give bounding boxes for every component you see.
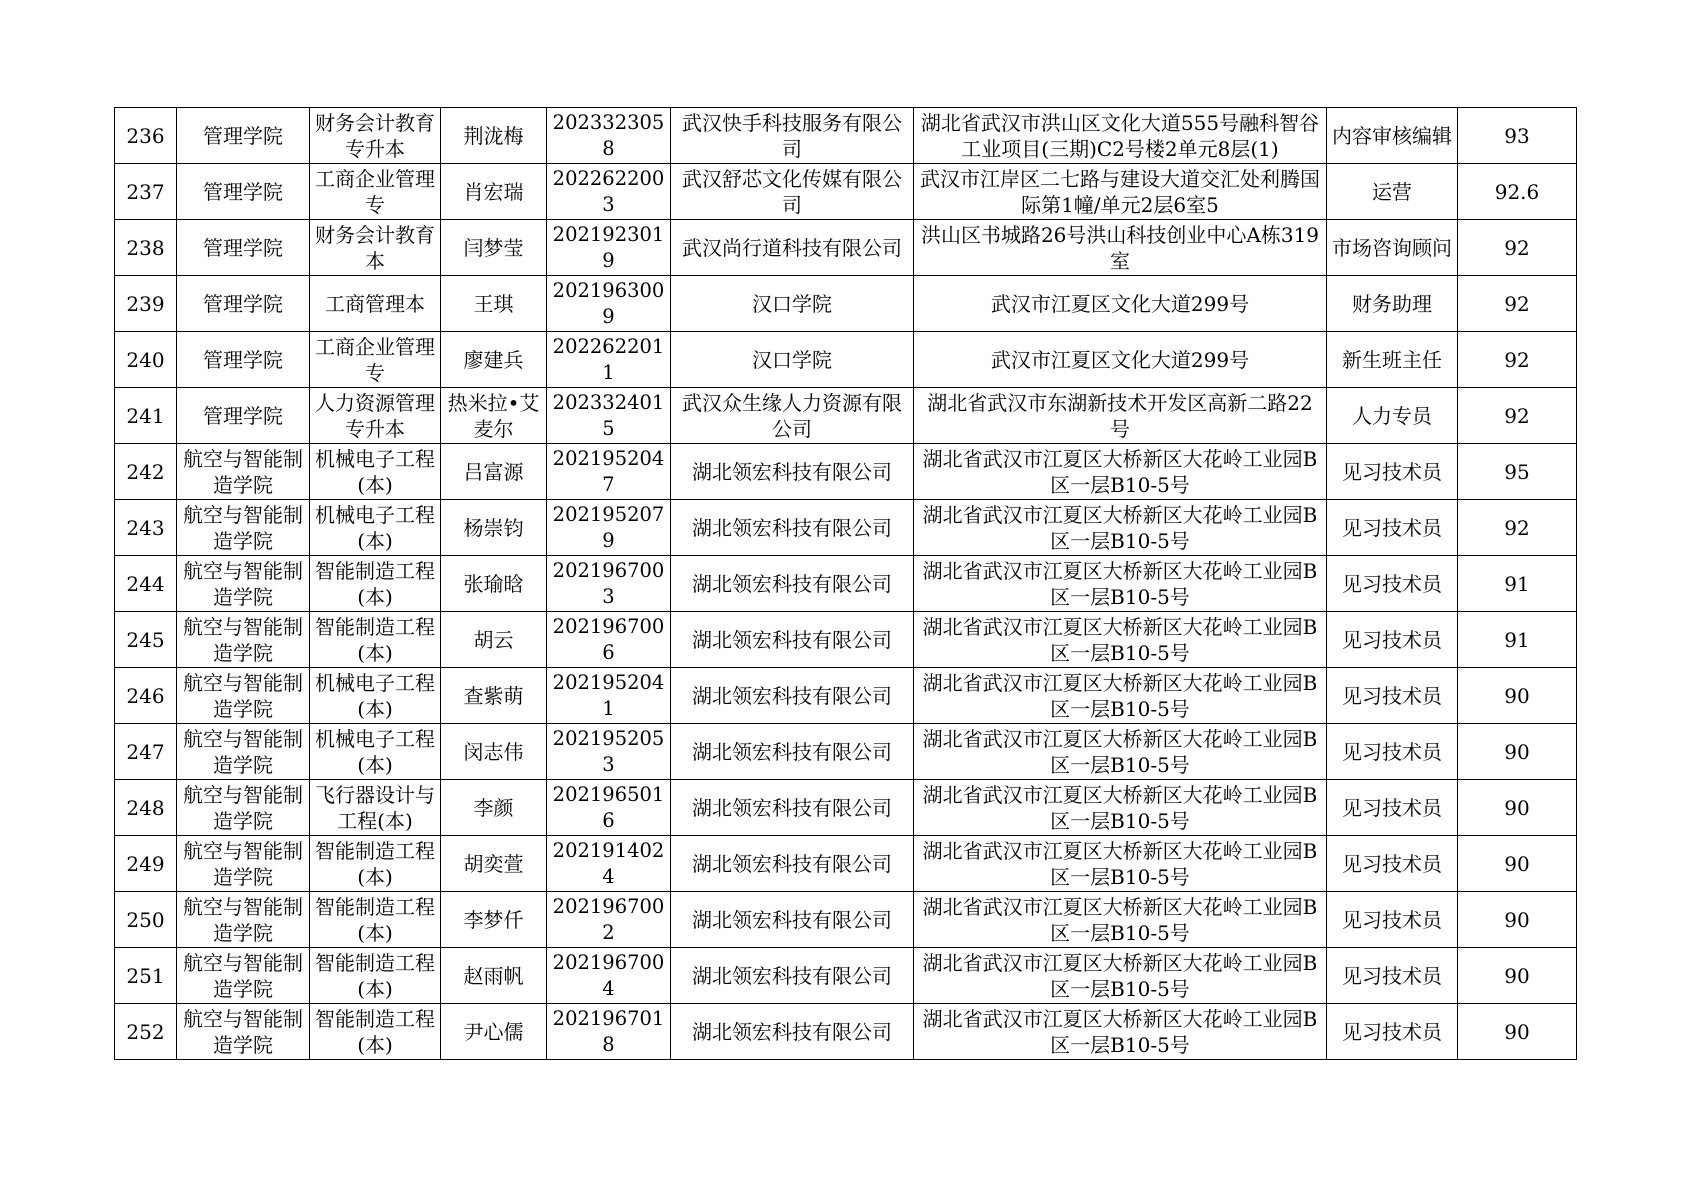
student-name-cell: 李颜 bbox=[441, 780, 547, 836]
row-number-cell: 250 bbox=[115, 892, 177, 948]
student-name-cell: 廖建兵 bbox=[441, 332, 547, 388]
student-name-cell: 张瑜晗 bbox=[441, 556, 547, 612]
college-cell: 管理学院 bbox=[177, 332, 310, 388]
company-cell: 湖北领宏科技有限公司 bbox=[671, 500, 914, 556]
student-id-cell: 2023323058 bbox=[547, 108, 671, 164]
student-id-cell: 2021952079 bbox=[547, 500, 671, 556]
student-name-cell: 赵雨帆 bbox=[441, 948, 547, 1004]
company-cell: 湖北领宏科技有限公司 bbox=[671, 612, 914, 668]
table-row bbox=[115, 332, 1577, 388]
student-name-cell: 荆泷梅 bbox=[441, 108, 547, 164]
score-cell: 95 bbox=[1458, 444, 1577, 500]
student-id-cell: 2022622003 bbox=[547, 164, 671, 220]
row-number-cell: 248 bbox=[115, 780, 177, 836]
major-cell: 工商企业管理专 bbox=[310, 164, 441, 220]
student-id-cell: 2023324015 bbox=[547, 388, 671, 444]
score-cell: 92 bbox=[1458, 220, 1577, 276]
company-cell: 湖北领宏科技有限公司 bbox=[671, 724, 914, 780]
position-cell: 人力专员 bbox=[1327, 388, 1458, 444]
address-cell: 湖北省武汉市洪山区文化大道555号融科智谷工业项目(三期)C2号楼2单元8层(1) bbox=[914, 108, 1327, 164]
row-number-cell: 247 bbox=[115, 724, 177, 780]
company-cell: 湖北领宏科技有限公司 bbox=[671, 1004, 914, 1060]
score-cell: 90 bbox=[1458, 724, 1577, 780]
score-cell: 90 bbox=[1458, 892, 1577, 948]
table-row bbox=[115, 780, 1577, 836]
table-row bbox=[115, 444, 1577, 500]
major-cell: 飞行器设计与工程(本) bbox=[310, 780, 441, 836]
student-name-cell: 李梦仟 bbox=[441, 892, 547, 948]
company-cell: 湖北领宏科技有限公司 bbox=[671, 780, 914, 836]
student-id-cell: 2021965016 bbox=[547, 780, 671, 836]
college-cell: 管理学院 bbox=[177, 388, 310, 444]
position-cell: 见习技术员 bbox=[1327, 444, 1458, 500]
address-cell: 湖北省武汉市江夏区大桥新区大花岭工业园B区一层B10-5号 bbox=[914, 948, 1327, 1004]
table-row bbox=[115, 500, 1577, 556]
student-id-cell: 2021967006 bbox=[547, 612, 671, 668]
college-cell: 航空与智能制造学院 bbox=[177, 668, 310, 724]
company-cell: 武汉尚行道科技有限公司 bbox=[671, 220, 914, 276]
address-cell: 湖北省武汉市江夏区大桥新区大花岭工业园B区一层B10-5号 bbox=[914, 668, 1327, 724]
position-cell: 市场咨询顾问 bbox=[1327, 220, 1458, 276]
row-number-cell: 245 bbox=[115, 612, 177, 668]
row-number-cell: 239 bbox=[115, 276, 177, 332]
row-number-cell: 244 bbox=[115, 556, 177, 612]
position-cell: 新生班主任 bbox=[1327, 332, 1458, 388]
student-name-cell: 肖宏瑞 bbox=[441, 164, 547, 220]
row-number-cell: 249 bbox=[115, 836, 177, 892]
score-cell: 92 bbox=[1458, 500, 1577, 556]
college-cell: 航空与智能制造学院 bbox=[177, 612, 310, 668]
address-cell: 洪山区书城路26号洪山科技创业中心A栋319室 bbox=[914, 220, 1327, 276]
score-cell: 93 bbox=[1458, 108, 1577, 164]
student-id-cell: 2021967003 bbox=[547, 556, 671, 612]
student-id-cell: 2021923019 bbox=[547, 220, 671, 276]
address-cell: 武汉市江岸区二七路与建设大道交汇处利腾国际第1幢/单元2层6室5 bbox=[914, 164, 1327, 220]
document-page bbox=[114, 107, 1576, 1060]
address-cell: 湖北省武汉市江夏区大桥新区大花岭工业园B区一层B10-5号 bbox=[914, 780, 1327, 836]
address-cell: 湖北省武汉市东湖新技术开发区高新二路22号 bbox=[914, 388, 1327, 444]
table-row bbox=[115, 276, 1577, 332]
position-cell: 见习技术员 bbox=[1327, 892, 1458, 948]
table-row bbox=[115, 724, 1577, 780]
major-cell: 财务会计教育专升本 bbox=[310, 108, 441, 164]
position-cell: 见习技术员 bbox=[1327, 724, 1458, 780]
major-cell: 智能制造工程(本) bbox=[310, 836, 441, 892]
position-cell: 见习技术员 bbox=[1327, 780, 1458, 836]
address-cell: 湖北省武汉市江夏区大桥新区大花岭工业园B区一层B10-5号 bbox=[914, 1004, 1327, 1060]
table-row bbox=[115, 220, 1577, 276]
college-cell: 航空与智能制造学院 bbox=[177, 1004, 310, 1060]
table-row bbox=[115, 836, 1577, 892]
student-name-cell: 吕富源 bbox=[441, 444, 547, 500]
row-number-cell: 241 bbox=[115, 388, 177, 444]
student-name-cell: 胡奕萱 bbox=[441, 836, 547, 892]
score-cell: 92.6 bbox=[1458, 164, 1577, 220]
position-cell: 见习技术员 bbox=[1327, 500, 1458, 556]
score-cell: 91 bbox=[1458, 556, 1577, 612]
major-cell: 智能制造工程(本) bbox=[310, 556, 441, 612]
position-cell: 见习技术员 bbox=[1327, 836, 1458, 892]
major-cell: 智能制造工程(本) bbox=[310, 948, 441, 1004]
student-name-cell: 胡云 bbox=[441, 612, 547, 668]
student-id-cell: 2021952047 bbox=[547, 444, 671, 500]
company-cell: 汉口学院 bbox=[671, 276, 914, 332]
address-cell: 武汉市江夏区文化大道299号 bbox=[914, 276, 1327, 332]
student-name-cell: 闵志伟 bbox=[441, 724, 547, 780]
address-cell: 湖北省武汉市江夏区大桥新区大花岭工业园B区一层B10-5号 bbox=[914, 500, 1327, 556]
position-cell: 内容审核编辑 bbox=[1327, 108, 1458, 164]
college-cell: 管理学院 bbox=[177, 164, 310, 220]
position-cell: 见习技术员 bbox=[1327, 668, 1458, 724]
company-cell: 湖北领宏科技有限公司 bbox=[671, 444, 914, 500]
student-name-cell: 闫梦莹 bbox=[441, 220, 547, 276]
address-cell: 武汉市江夏区文化大道299号 bbox=[914, 332, 1327, 388]
position-cell: 见习技术员 bbox=[1327, 1004, 1458, 1060]
major-cell: 机械电子工程(本) bbox=[310, 500, 441, 556]
student-id-cell: 2021914024 bbox=[547, 836, 671, 892]
row-number-cell: 240 bbox=[115, 332, 177, 388]
major-cell: 人力资源管理专升本 bbox=[310, 388, 441, 444]
major-cell: 机械电子工程(本) bbox=[310, 444, 441, 500]
student-id-cell: 2021952041 bbox=[547, 668, 671, 724]
student-id-cell: 2021963009 bbox=[547, 276, 671, 332]
major-cell: 工商管理本 bbox=[310, 276, 441, 332]
major-cell: 机械电子工程(本) bbox=[310, 724, 441, 780]
table-row bbox=[115, 668, 1577, 724]
college-cell: 航空与智能制造学院 bbox=[177, 948, 310, 1004]
college-cell: 航空与智能制造学院 bbox=[177, 836, 310, 892]
student-name-cell: 查紫萌 bbox=[441, 668, 547, 724]
table-row bbox=[115, 164, 1577, 220]
student-name-cell: 热米拉•艾麦尔 bbox=[441, 388, 547, 444]
table-body bbox=[115, 108, 1577, 1060]
score-cell: 92 bbox=[1458, 276, 1577, 332]
position-cell: 财务助理 bbox=[1327, 276, 1458, 332]
college-cell: 管理学院 bbox=[177, 108, 310, 164]
row-number-cell: 252 bbox=[115, 1004, 177, 1060]
college-cell: 管理学院 bbox=[177, 276, 310, 332]
score-cell: 90 bbox=[1458, 948, 1577, 1004]
address-cell: 湖北省武汉市江夏区大桥新区大花岭工业园B区一层B10-5号 bbox=[914, 836, 1327, 892]
student-id-cell: 2021967018 bbox=[547, 1004, 671, 1060]
row-number-cell: 251 bbox=[115, 948, 177, 1004]
table-row bbox=[115, 108, 1577, 164]
company-cell: 武汉快手科技服务有限公司 bbox=[671, 108, 914, 164]
major-cell: 财务会计教育本 bbox=[310, 220, 441, 276]
address-cell: 湖北省武汉市江夏区大桥新区大花岭工业园B区一层B10-5号 bbox=[914, 724, 1327, 780]
score-cell: 91 bbox=[1458, 612, 1577, 668]
student-id-cell: 2021952053 bbox=[547, 724, 671, 780]
position-cell: 运营 bbox=[1327, 164, 1458, 220]
major-cell: 智能制造工程(本) bbox=[310, 612, 441, 668]
college-cell: 航空与智能制造学院 bbox=[177, 556, 310, 612]
college-cell: 航空与智能制造学院 bbox=[177, 500, 310, 556]
row-number-cell: 242 bbox=[115, 444, 177, 500]
major-cell: 机械电子工程(本) bbox=[310, 668, 441, 724]
major-cell: 智能制造工程(本) bbox=[310, 1004, 441, 1060]
company-cell: 湖北领宏科技有限公司 bbox=[671, 948, 914, 1004]
student-name-cell: 王琪 bbox=[441, 276, 547, 332]
row-number-cell: 236 bbox=[115, 108, 177, 164]
college-cell: 航空与智能制造学院 bbox=[177, 780, 310, 836]
major-cell: 工商企业管理专 bbox=[310, 332, 441, 388]
table-row bbox=[115, 556, 1577, 612]
address-cell: 湖北省武汉市江夏区大桥新区大花岭工业园B区一层B10-5号 bbox=[914, 612, 1327, 668]
student-id-cell: 2022622011 bbox=[547, 332, 671, 388]
company-cell: 汉口学院 bbox=[671, 332, 914, 388]
student-id-cell: 2021967002 bbox=[547, 892, 671, 948]
address-cell: 湖北省武汉市江夏区大桥新区大花岭工业园B区一层B10-5号 bbox=[914, 556, 1327, 612]
score-cell: 90 bbox=[1458, 668, 1577, 724]
internship-roster-table bbox=[114, 107, 1577, 1060]
student-name-cell: 杨崇钧 bbox=[441, 500, 547, 556]
student-name-cell: 尹心儒 bbox=[441, 1004, 547, 1060]
score-cell: 90 bbox=[1458, 1004, 1577, 1060]
company-cell: 湖北领宏科技有限公司 bbox=[671, 836, 914, 892]
position-cell: 见习技术员 bbox=[1327, 612, 1458, 668]
row-number-cell: 243 bbox=[115, 500, 177, 556]
company-cell: 武汉众生缘人力资源有限公司 bbox=[671, 388, 914, 444]
company-cell: 武汉舒芯文化传媒有限公司 bbox=[671, 164, 914, 220]
college-cell: 航空与智能制造学院 bbox=[177, 892, 310, 948]
college-cell: 管理学院 bbox=[177, 220, 310, 276]
table-row bbox=[115, 892, 1577, 948]
table-row bbox=[115, 1004, 1577, 1060]
major-cell: 智能制造工程(本) bbox=[310, 892, 441, 948]
score-cell: 90 bbox=[1458, 780, 1577, 836]
table-row bbox=[115, 612, 1577, 668]
college-cell: 航空与智能制造学院 bbox=[177, 724, 310, 780]
score-cell: 92 bbox=[1458, 332, 1577, 388]
address-cell: 湖北省武汉市江夏区大桥新区大花岭工业园B区一层B10-5号 bbox=[914, 892, 1327, 948]
position-cell: 见习技术员 bbox=[1327, 948, 1458, 1004]
student-id-cell: 2021967004 bbox=[547, 948, 671, 1004]
company-cell: 湖北领宏科技有限公司 bbox=[671, 668, 914, 724]
table-row bbox=[115, 948, 1577, 1004]
address-cell: 湖北省武汉市江夏区大桥新区大花岭工业园B区一层B10-5号 bbox=[914, 444, 1327, 500]
row-number-cell: 238 bbox=[115, 220, 177, 276]
college-cell: 航空与智能制造学院 bbox=[177, 444, 310, 500]
company-cell: 湖北领宏科技有限公司 bbox=[671, 556, 914, 612]
company-cell: 湖北领宏科技有限公司 bbox=[671, 892, 914, 948]
position-cell: 见习技术员 bbox=[1327, 556, 1458, 612]
row-number-cell: 237 bbox=[115, 164, 177, 220]
table-row bbox=[115, 388, 1577, 444]
score-cell: 90 bbox=[1458, 836, 1577, 892]
row-number-cell: 246 bbox=[115, 668, 177, 724]
score-cell: 92 bbox=[1458, 388, 1577, 444]
